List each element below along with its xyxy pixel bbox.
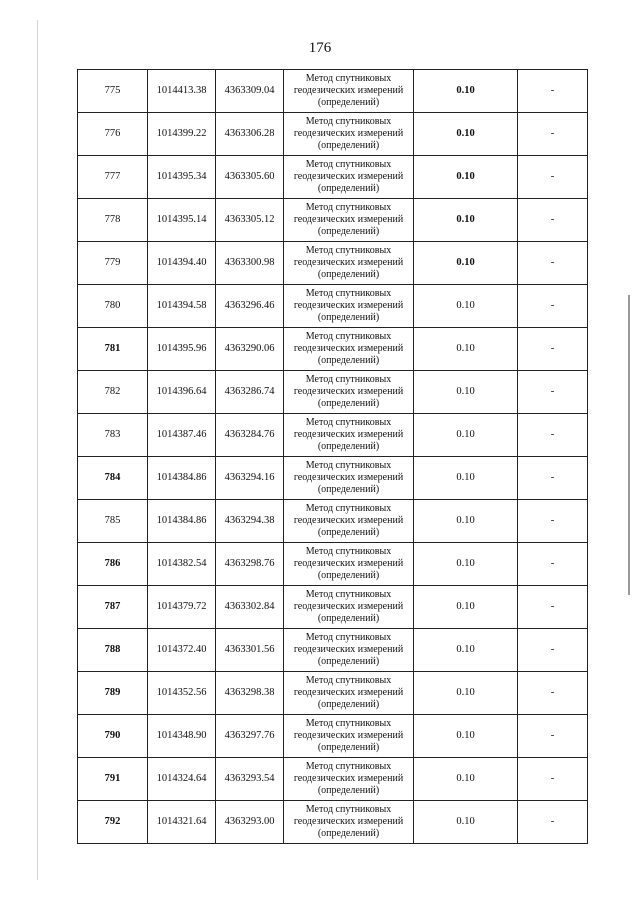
method-line: Метод спутниковых bbox=[305, 73, 392, 84]
scan-edge-line bbox=[628, 295, 630, 595]
method-line: (определений) bbox=[317, 484, 380, 495]
method-cell bbox=[284, 156, 414, 199]
method-line: (определений) bbox=[317, 183, 380, 194]
note-cell: - bbox=[518, 242, 588, 285]
table-row bbox=[78, 543, 588, 586]
table-row bbox=[78, 629, 588, 672]
y-coordinate-cell: 4363284.76 bbox=[216, 414, 284, 457]
accuracy-cell: 0.10 bbox=[414, 371, 518, 414]
x-coordinate-cell: 1014324.64 bbox=[148, 758, 216, 801]
y-coordinate-cell: 4363293.00 bbox=[216, 801, 284, 844]
method-line: геодезических измерений bbox=[293, 171, 404, 182]
note-cell: - bbox=[518, 113, 588, 156]
method-line: (определений) bbox=[317, 226, 380, 237]
point-number-cell: 780 bbox=[78, 285, 148, 328]
x-coordinate-cell: 1014382.54 bbox=[148, 543, 216, 586]
accuracy-cell: 0.10 bbox=[414, 70, 518, 113]
point-number-cell: 787 bbox=[78, 586, 148, 629]
page-number: 176 bbox=[308, 40, 332, 56]
y-coordinate-cell: 4363298.76 bbox=[216, 543, 284, 586]
method-line: геодезических измерений bbox=[293, 128, 404, 139]
method-line: Метод спутниковых bbox=[305, 546, 392, 557]
method-line: геодезических измерений bbox=[293, 300, 404, 311]
method-line: геодезических измерений bbox=[293, 558, 404, 569]
method-line: геодезических измерений bbox=[293, 644, 404, 655]
method-cell bbox=[284, 457, 414, 500]
point-number-cell: 778 bbox=[78, 199, 148, 242]
method-line: Метод спутниковых bbox=[305, 761, 392, 772]
method-line: геодезических измерений bbox=[293, 687, 404, 698]
note-cell: - bbox=[518, 285, 588, 328]
table-row bbox=[78, 328, 588, 371]
accuracy-cell: 0.10 bbox=[414, 586, 518, 629]
method-cell bbox=[284, 113, 414, 156]
method-line: (определений) bbox=[317, 656, 380, 667]
method-cell bbox=[284, 70, 414, 113]
method-line: геодезических измерений bbox=[293, 816, 404, 827]
x-coordinate-cell: 1014399.22 bbox=[148, 113, 216, 156]
note-cell: - bbox=[518, 457, 588, 500]
note-cell: - bbox=[518, 199, 588, 242]
x-coordinate-cell: 1014321.64 bbox=[148, 801, 216, 844]
method-line: Метод спутниковых bbox=[305, 804, 392, 815]
method-line: (определений) bbox=[317, 312, 380, 323]
method-line: (определений) bbox=[317, 441, 380, 452]
y-coordinate-cell: 4363309.04 bbox=[216, 70, 284, 113]
accuracy-cell: 0.10 bbox=[414, 156, 518, 199]
point-number-cell: 786 bbox=[78, 543, 148, 586]
note-cell: - bbox=[518, 672, 588, 715]
method-line: Метод спутниковых bbox=[305, 460, 392, 471]
table-row bbox=[78, 758, 588, 801]
method-line: Метод спутниковых bbox=[305, 417, 392, 428]
method-line: геодезических измерений bbox=[293, 773, 404, 784]
method-line: геодезических измерений bbox=[293, 429, 404, 440]
method-line: Метод спутниковых bbox=[305, 331, 392, 342]
note-cell: - bbox=[518, 414, 588, 457]
y-coordinate-cell: 4363306.28 bbox=[216, 113, 284, 156]
table-row bbox=[78, 457, 588, 500]
method-cell bbox=[284, 801, 414, 844]
y-coordinate-cell: 4363302.84 bbox=[216, 586, 284, 629]
method-line: геодезических измерений bbox=[293, 257, 404, 268]
method-cell bbox=[284, 715, 414, 758]
y-coordinate-cell: 4363286.74 bbox=[216, 371, 284, 414]
x-coordinate-cell: 1014384.86 bbox=[148, 500, 216, 543]
point-number-cell: 790 bbox=[78, 715, 148, 758]
x-coordinate-cell: 1014348.90 bbox=[148, 715, 216, 758]
table-row bbox=[78, 371, 588, 414]
x-coordinate-cell: 1014352.56 bbox=[148, 672, 216, 715]
table-row bbox=[78, 672, 588, 715]
table-row bbox=[78, 156, 588, 199]
accuracy-cell: 0.10 bbox=[414, 543, 518, 586]
y-coordinate-cell: 4363293.54 bbox=[216, 758, 284, 801]
method-line: (определений) bbox=[317, 355, 380, 366]
note-cell: - bbox=[518, 801, 588, 844]
accuracy-cell: 0.10 bbox=[414, 285, 518, 328]
x-coordinate-cell: 1014394.40 bbox=[148, 242, 216, 285]
point-number-cell: 791 bbox=[78, 758, 148, 801]
x-coordinate-cell: 1014372.40 bbox=[148, 629, 216, 672]
y-coordinate-cell: 4363300.98 bbox=[216, 242, 284, 285]
method-line: (определений) bbox=[317, 398, 380, 409]
table-row bbox=[78, 715, 588, 758]
table-row bbox=[78, 586, 588, 629]
method-line: Метод спутниковых bbox=[305, 503, 392, 514]
accuracy-cell: 0.10 bbox=[414, 113, 518, 156]
method-cell bbox=[284, 285, 414, 328]
note-cell: - bbox=[518, 543, 588, 586]
method-line: (определений) bbox=[317, 742, 380, 753]
method-line: Метод спутниковых bbox=[305, 589, 392, 600]
note-cell: - bbox=[518, 629, 588, 672]
point-number-cell: 782 bbox=[78, 371, 148, 414]
x-coordinate-cell: 1014394.58 bbox=[148, 285, 216, 328]
method-line: Метод спутниковых bbox=[305, 675, 392, 686]
coordinates-table-body bbox=[78, 70, 588, 844]
accuracy-cell: 0.10 bbox=[414, 672, 518, 715]
method-line: Метод спутниковых bbox=[305, 374, 392, 385]
method-cell bbox=[284, 242, 414, 285]
accuracy-cell: 0.10 bbox=[414, 457, 518, 500]
method-cell bbox=[284, 543, 414, 586]
method-line: (определений) bbox=[317, 613, 380, 624]
method-line: Метод спутниковых bbox=[305, 245, 392, 256]
y-coordinate-cell: 4363296.46 bbox=[216, 285, 284, 328]
note-cell: - bbox=[518, 715, 588, 758]
y-coordinate-cell: 4363301.56 bbox=[216, 629, 284, 672]
note-cell: - bbox=[518, 586, 588, 629]
method-line: (определений) bbox=[317, 570, 380, 581]
method-cell bbox=[284, 758, 414, 801]
method-line: (определений) bbox=[317, 269, 380, 280]
note-cell: - bbox=[518, 500, 588, 543]
method-cell bbox=[284, 199, 414, 242]
method-cell bbox=[284, 629, 414, 672]
y-coordinate-cell: 4363290.06 bbox=[216, 328, 284, 371]
point-number-cell: 789 bbox=[78, 672, 148, 715]
method-line: (определений) bbox=[317, 97, 380, 108]
point-number-cell: 785 bbox=[78, 500, 148, 543]
accuracy-cell: 0.10 bbox=[414, 500, 518, 543]
accuracy-cell: 0.10 bbox=[414, 414, 518, 457]
method-line: геодезических измерений bbox=[293, 85, 404, 96]
method-line: Метод спутниковых bbox=[305, 116, 392, 127]
method-line: (определений) bbox=[317, 140, 380, 151]
method-line: (определений) bbox=[317, 527, 380, 538]
point-number-cell: 777 bbox=[78, 156, 148, 199]
method-line: геодезических измерений bbox=[293, 472, 404, 483]
point-number-cell: 781 bbox=[78, 328, 148, 371]
x-coordinate-cell: 1014387.46 bbox=[148, 414, 216, 457]
y-coordinate-cell: 4363298.38 bbox=[216, 672, 284, 715]
method-line: геодезических измерений bbox=[293, 386, 404, 397]
point-number-cell: 784 bbox=[78, 457, 148, 500]
x-coordinate-cell: 1014384.86 bbox=[148, 457, 216, 500]
method-line: Метод спутниковых bbox=[305, 718, 392, 729]
table-row bbox=[78, 113, 588, 156]
x-coordinate-cell: 1014395.14 bbox=[148, 199, 216, 242]
point-number-cell: 788 bbox=[78, 629, 148, 672]
point-number-cell: 779 bbox=[78, 242, 148, 285]
accuracy-cell: 0.10 bbox=[414, 242, 518, 285]
method-line: Метод спутниковых bbox=[305, 632, 392, 643]
table-row bbox=[78, 801, 588, 844]
note-cell: - bbox=[518, 156, 588, 199]
method-line: геодезических измерений bbox=[293, 515, 404, 526]
x-coordinate-cell: 1014413.38 bbox=[148, 70, 216, 113]
accuracy-cell: 0.10 bbox=[414, 758, 518, 801]
method-line: геодезических измерений bbox=[293, 214, 404, 225]
accuracy-cell: 0.10 bbox=[414, 328, 518, 371]
accuracy-cell: 0.10 bbox=[414, 629, 518, 672]
x-coordinate-cell: 1014395.96 bbox=[148, 328, 216, 371]
table-row bbox=[78, 285, 588, 328]
scan-edge-line bbox=[37, 20, 38, 880]
x-coordinate-cell: 1014395.34 bbox=[148, 156, 216, 199]
accuracy-cell: 0.10 bbox=[414, 801, 518, 844]
point-number-cell: 783 bbox=[78, 414, 148, 457]
table-row bbox=[78, 70, 588, 113]
point-number-cell: 775 bbox=[78, 70, 148, 113]
method-line: (определений) bbox=[317, 785, 380, 796]
method-line: Метод спутниковых bbox=[305, 202, 392, 213]
method-line: геодезических измерений bbox=[293, 343, 404, 354]
y-coordinate-cell: 4363305.60 bbox=[216, 156, 284, 199]
y-coordinate-cell: 4363294.16 bbox=[216, 457, 284, 500]
note-cell: - bbox=[518, 70, 588, 113]
y-coordinate-cell: 4363294.38 bbox=[216, 500, 284, 543]
y-coordinate-cell: 4363297.76 bbox=[216, 715, 284, 758]
point-number-cell: 776 bbox=[78, 113, 148, 156]
x-coordinate-cell: 1014379.72 bbox=[148, 586, 216, 629]
accuracy-cell: 0.10 bbox=[414, 199, 518, 242]
note-cell: - bbox=[518, 758, 588, 801]
method-line: (определений) bbox=[317, 699, 380, 710]
note-cell: - bbox=[518, 328, 588, 371]
table-row bbox=[78, 199, 588, 242]
method-line: Метод спутниковых bbox=[305, 159, 392, 170]
method-line: Метод спутниковых bbox=[305, 288, 392, 299]
point-number-cell: 792 bbox=[78, 801, 148, 844]
method-cell bbox=[284, 586, 414, 629]
coordinates-table bbox=[77, 69, 588, 844]
y-coordinate-cell: 4363305.12 bbox=[216, 199, 284, 242]
method-cell bbox=[284, 672, 414, 715]
method-cell bbox=[284, 414, 414, 457]
accuracy-cell: 0.10 bbox=[414, 715, 518, 758]
table-row bbox=[78, 242, 588, 285]
method-line: геодезических измерений bbox=[293, 601, 404, 612]
method-cell bbox=[284, 371, 414, 414]
method-line: геодезических измерений bbox=[293, 730, 404, 741]
method-cell bbox=[284, 500, 414, 543]
note-cell: - bbox=[518, 371, 588, 414]
x-coordinate-cell: 1014396.64 bbox=[148, 371, 216, 414]
method-line: (определений) bbox=[317, 828, 380, 839]
table-row bbox=[78, 500, 588, 543]
table-row bbox=[78, 414, 588, 457]
method-cell bbox=[284, 328, 414, 371]
